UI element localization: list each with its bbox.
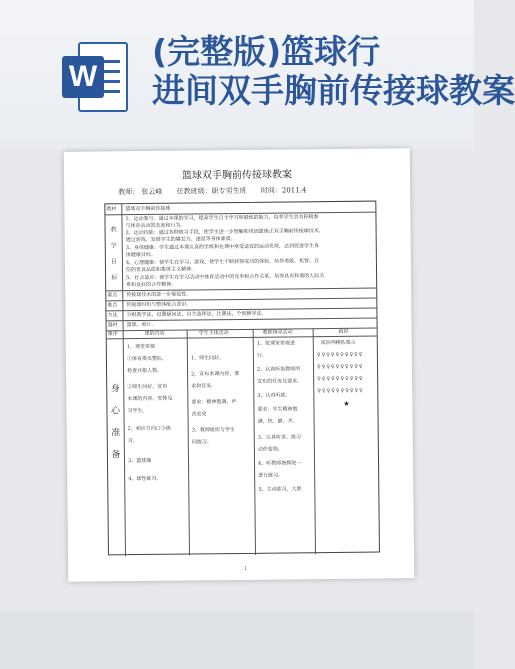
goal-line: 5、社会适应：使学生在学习活动中体育活动中的竞争和合作关系，培养具有和谐的人际关 [126,273,325,282]
student-line: 求和任务。 [191,383,217,390]
header-lesson-order: 课序 [107,331,118,338]
goal-line: 与体育活动的态度和行为。 [125,222,186,230]
teacher-activity-line: 4、听教师指挥统一 [258,460,302,467]
goals-label-4: 标 [111,274,118,282]
content-line: ①体育委员整队， [126,355,167,363]
class-name: 任教班级：职专男生班 [176,186,247,196]
formation-row-2: ♀♀♀♀♀♀♀♀♀♀ [316,363,364,371]
equipment: 篮球、哨片。 [126,321,157,329]
teacher-activity-line: 1、按课堂常规进 [256,340,295,347]
goal-line: 1、运动参与：通过本课的学习，提高学生自主学习和锻炼的能力，培养学生具有积极参 [125,214,319,223]
word-document-icon [62,42,128,112]
teacher-activity-line: 宣布的任务及要求。 [257,378,303,385]
content-line: 3、篮球操 [127,457,152,465]
header-organization: 组织 [338,328,349,335]
teacher-activity-line: 3、认真听讲、练习 [257,434,301,441]
difficulty-label: 难点 [107,302,118,309]
student-line: 3、教师组织与学生 [191,427,235,434]
teacher-activity-line: 满，快、静、齐。 [257,418,298,425]
lesson-table [104,201,380,556]
word-logo-letter: W [62,56,104,98]
teacher-activity-line: 进行练习。 [258,472,284,479]
footer-strip [0,612,474,669]
goal-line: 2、运动技能：通过各种练习手段，使学生进一步理解和巩固篮球正双手胸前传接球技术， [125,228,324,237]
student-line: 音宏亮 [191,411,207,418]
goal-line: 信的优良品质和集体主义精神。 [125,266,197,274]
teacher-name: 教师： 张云峰 [118,187,163,197]
document-title: 篮球双手胸前传接球教案 [181,169,293,182]
section-label-4: 备 [111,450,121,461]
teacher-star-icon: ★ [343,399,350,408]
teacher-activity-line: 5、主动练习，大胆 [258,486,302,493]
section-label-3: 准 [111,428,121,439]
goals-label-3: 目 [110,258,117,266]
key-point: 传接球技术的进一步规范性。 [126,291,192,299]
goals-label-1: 教 [110,226,117,234]
teaching-method: 分组教学法，设置疑问法，自主选择法，比赛法，个别辅导法。 [126,310,267,319]
difficulty-point: 传接球时机与整体配合意识。 [126,301,192,309]
header-content: 课的内容 [144,330,165,337]
student-line: 同练习。 [191,439,212,446]
student-line: 2、宣布本课内容，要 [191,370,240,378]
banner-title-line1: (完整版)篮球行 [152,32,381,71]
material-label: 教材 [106,206,117,213]
teaching-material: 篮球双手胸前传接球 [125,205,171,213]
header-teacher-activity: 教师指导活动 [262,329,293,336]
teacher-activity-line: 动作要领。 [257,446,283,453]
content-line: 检查并报人数。 [127,367,163,375]
content-line: ②师生问好，宣布 [127,383,168,391]
content-line: 习学生。 [127,407,148,415]
formation-row-1: ♀♀♀♀♀♀♀♀♀♀ [316,351,364,359]
banner [0,0,515,150]
student-line: 1、师生问好。 [190,355,225,362]
page-number: 1 [244,565,248,572]
student-line: 要求：精神饱满，声 [191,399,237,406]
banner-title [152,32,515,110]
goal-line: 体健康目标。 [125,251,156,259]
goal-line: 系和良好的合作精神。 [126,281,177,289]
goal-line: 3、身体健康：学生通过本课认真的学练和在课中承受适宜的运动负荷，达到促进学生身 [125,243,319,252]
goals-label-2: 学 [110,242,117,250]
content-line: 1、课堂常规 [126,343,156,351]
teacher-activity-line: 行。 [256,352,267,359]
goal-line: 4、心理健康：使学生在学习、游戏，使学生不断获得成功的体验，培养勇敢、机智、自 [125,258,320,267]
document-page [64,148,414,582]
organization-title: 成四列横队集合 [320,339,356,347]
key-label: 重点 [107,292,118,299]
header-student-activity: 学生主体活动 [198,330,229,337]
teacher-activity-line: 3、认真听练。 [257,392,291,399]
method-label: 方法 [107,312,118,319]
content-line: 本课的内容，安排见 [127,395,173,403]
content-line: 2、相应方向口令练 [127,425,171,433]
document-meta [118,184,408,197]
formation-row-4: ♀♀♀♀♀♀♀♀♀♀ [317,387,364,395]
section-label-1: 身 [110,384,120,395]
formation-row-3: ♀♀♀♀♀♀♀♀♀♀ [317,375,364,383]
banner-title-line2: 进间双手胸前传接球教案 [152,71,515,110]
teacher-activity-line: 2、认真听取教师所 [257,366,301,373]
content-line: 4、球性练习。 [128,475,162,483]
goal-line: 通过游戏，发展学生的爆发力、速度等身体素质。 [125,236,236,244]
teacher-activity-line: 要求：学生精神饱 [257,406,298,413]
content-line: 习。 [127,438,138,445]
section-label-2: 心 [110,406,121,417]
equipment-label: 器材 [107,322,118,329]
lesson-time: 时间：2011.4 [260,186,307,195]
